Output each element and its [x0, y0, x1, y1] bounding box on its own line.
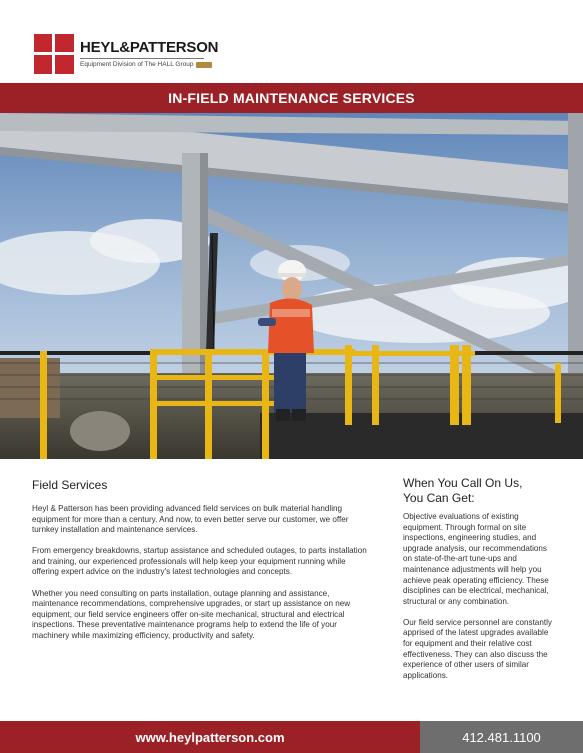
benefits-heading	[403, 476, 558, 506]
brand-subtitle-row	[80, 61, 218, 69]
brand-logo	[80, 40, 218, 69]
benefits-heading-line-1: When You Call On Us,	[403, 476, 523, 490]
brand-divider	[80, 58, 204, 59]
logo-mark-icon	[34, 34, 74, 74]
page-title: IN-FIELD MAINTENANCE SERVICES	[168, 90, 415, 106]
footer-bar	[0, 721, 583, 753]
phone-number: 412.481.1100	[462, 729, 541, 745]
benefits-paragraph-1: Objective evaluations of existing equipment. Through formal on site inspections, engineering studies, and upgrade analysis, our recommendations on state-of-the-art tune-ups and maintenance adjustments will help you achieve peak operating efficiency. These disciplines can be electrical, mechanical, structural or any combination.	[403, 512, 549, 606]
title-bar	[0, 83, 583, 113]
field-services-paragraph-1: Heyl & Patterson has been providing advanced field services on bulk material handling equipment for more than a century. And now, to even better serve our customer, we offer turnkey installation and maintenance services.	[32, 504, 349, 535]
footer-phone-block	[420, 721, 583, 753]
footer-website-block	[0, 721, 420, 753]
benefits-section	[403, 476, 558, 692]
field-services-heading: Field Services	[32, 478, 108, 492]
field-services-paragraph-3: Whether you need consulting on parts installation, outage planning and assistance, maintenance recommendations, comprehensive upgrades, or start up assistance on new equipment, our field service engineers offer on-site mechanical, structural and electrical inspections. These preventative maintenance programs help to extend the life of your machinery while maximizing efficiency, productivity and safety.	[32, 588, 351, 640]
brand-name: HEYL&PATTERSON	[80, 39, 219, 56]
hall-group-badge-icon	[196, 62, 212, 68]
field-services-paragraph-2: From emergency breakdowns, startup assistance and scheduled outages, to parts installation and training, our experienced professionals will help keep your equipment running while offering expert advice on the industry's latest technologies and concepts.	[32, 546, 367, 577]
field-services-section	[32, 478, 367, 652]
website-link[interactable]: www.heylpatterson.com	[135, 729, 285, 745]
benefits-heading-line-2: You Can Get:	[403, 491, 475, 505]
hero-photo	[0, 113, 583, 459]
field-technician-photo	[0, 113, 583, 459]
benefits-paragraph-2: Our field service personnel are constantly apprised of the latest upgrades available for equipment and their relative cost effectiveness. They can also discuss the experience of other users of similar applications.	[403, 617, 552, 680]
brand-subtitle: Equipment Division of The HALL Group	[80, 61, 194, 68]
